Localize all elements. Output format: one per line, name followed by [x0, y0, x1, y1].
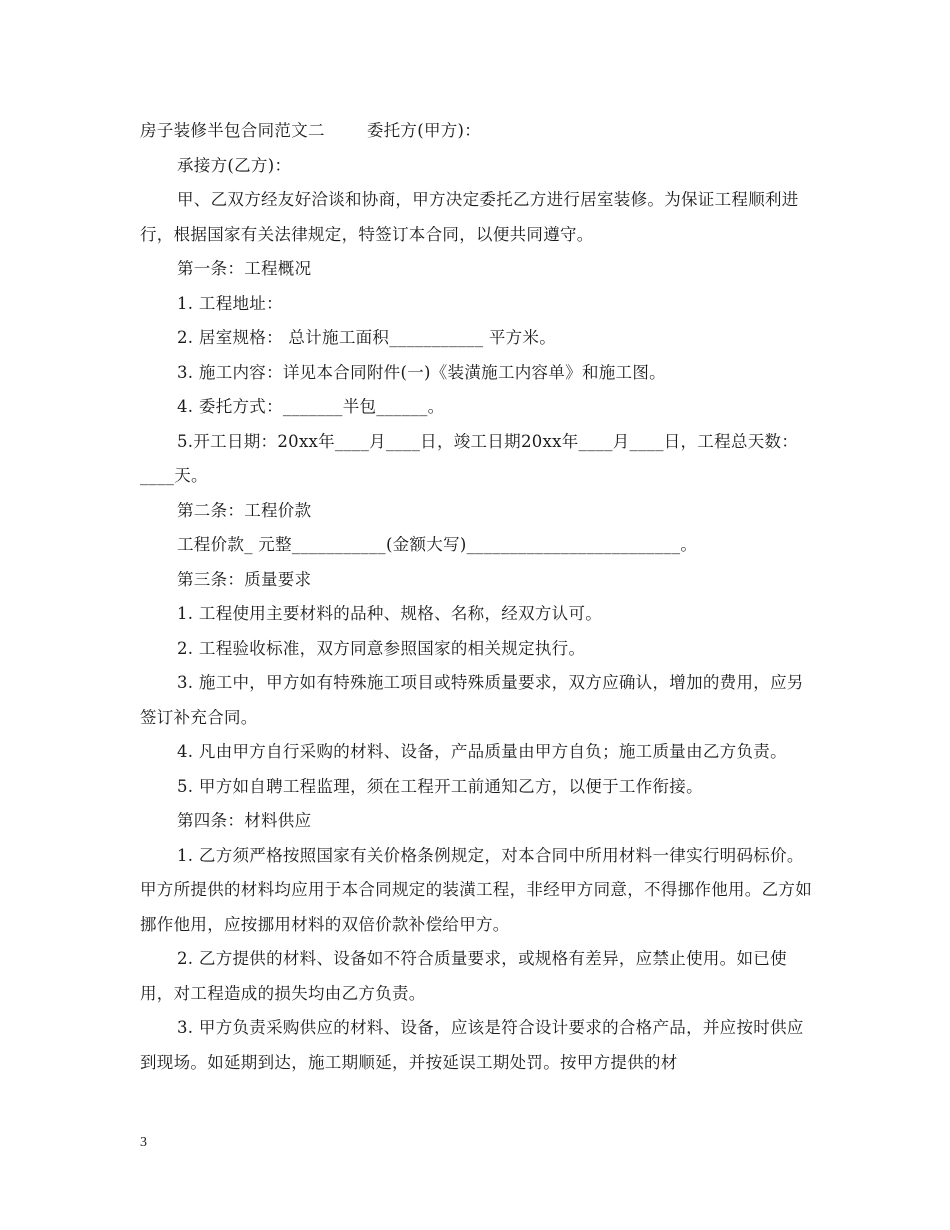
article-4-item: 3. 甲方负责采购供应的材料、设备，应该是符合设计要求的合格产品，并应按时供应到现场。如延期到达，施工期顺延，并按延误工期处罚。按甲方提供的材	[140, 1018, 804, 1072]
article-4-heading: 第四条：材料供应	[177, 811, 312, 830]
article-1-item: 5.开工日期：20xx年____月____日，竣工日期20xx年____月____日，工程总天数：____天。	[140, 431, 799, 485]
party-b-line: 承接方(乙方)：	[177, 155, 292, 175]
article-4-item: 1. 乙方须严格按照国家有关价格条例规定，对本合同中所用材料一律实行明码标价。甲方所提供的材料均应用于本合同规定的装潢工程，非经甲方同意，不得挪作他用。乙方如挪作他用，应按挪用材料的双倍价款补偿给甲方。	[140, 845, 812, 934]
document-title: 房子装修半包合同范文二	[140, 121, 325, 140]
intro-paragraph: 甲、乙双方经友好洽谈和协商，甲方决定委托乙方进行居室装修。为保证工程顺利进行，根据国家有关法律规定，特签订本合同，以便共同遵守。	[140, 190, 799, 244]
article-2-heading: 第二条：工程价款	[177, 500, 312, 520]
page-number: 3	[140, 1135, 147, 1150]
article-3-item: 3. 施工中，甲方如有特殊施工项目或特殊质量要求，双方应确认，增加的费用，应另签订补充合同。	[140, 673, 804, 727]
article-1-item: 4. 委托方式：_______半包______。	[177, 397, 445, 416]
title-line	[140, 114, 812, 149]
article-3-item: 4. 凡由甲方自行采购的材料、设备，产品质量由甲方自负；施工质量由乙方负责。	[177, 742, 787, 761]
article-3-item: 2. 工程验收标准，双方同意参照国家的相关规定执行。	[177, 638, 586, 658]
article-1-item: 1. 工程地址：	[177, 293, 283, 313]
article-1-item: 3. 施工内容：详见本合同附件(一)《装潢施工内容单》和施工图。	[177, 362, 666, 382]
article-3-item: 5. 甲方如自聘工程监理，须在工程开工前通知乙方，以便于工作衔接。	[177, 776, 703, 796]
party-a-line: 委托方(甲方)：	[366, 121, 482, 140]
document-body	[140, 114, 812, 1080]
article-2-item: 工程价款_ 元整___________(金额大写)_________________________。	[177, 535, 698, 554]
article-3-item: 1. 工程使用主要材料的品种、规格、名称，经双方认可。	[177, 604, 603, 623]
article-4-item: 2. 乙方提供的材料、设备如不符合质量要求，或规格有差异，应禁止使用。如已使用，对工程造成的损失均由乙方负责。	[140, 949, 787, 1003]
article-3-heading: 第三条：质量要求	[177, 569, 312, 589]
article-1-item: 2. 居室规格： 总计施工面积___________ 平方米。	[177, 328, 557, 347]
article-1-heading: 第一条：工程概况	[177, 259, 312, 278]
